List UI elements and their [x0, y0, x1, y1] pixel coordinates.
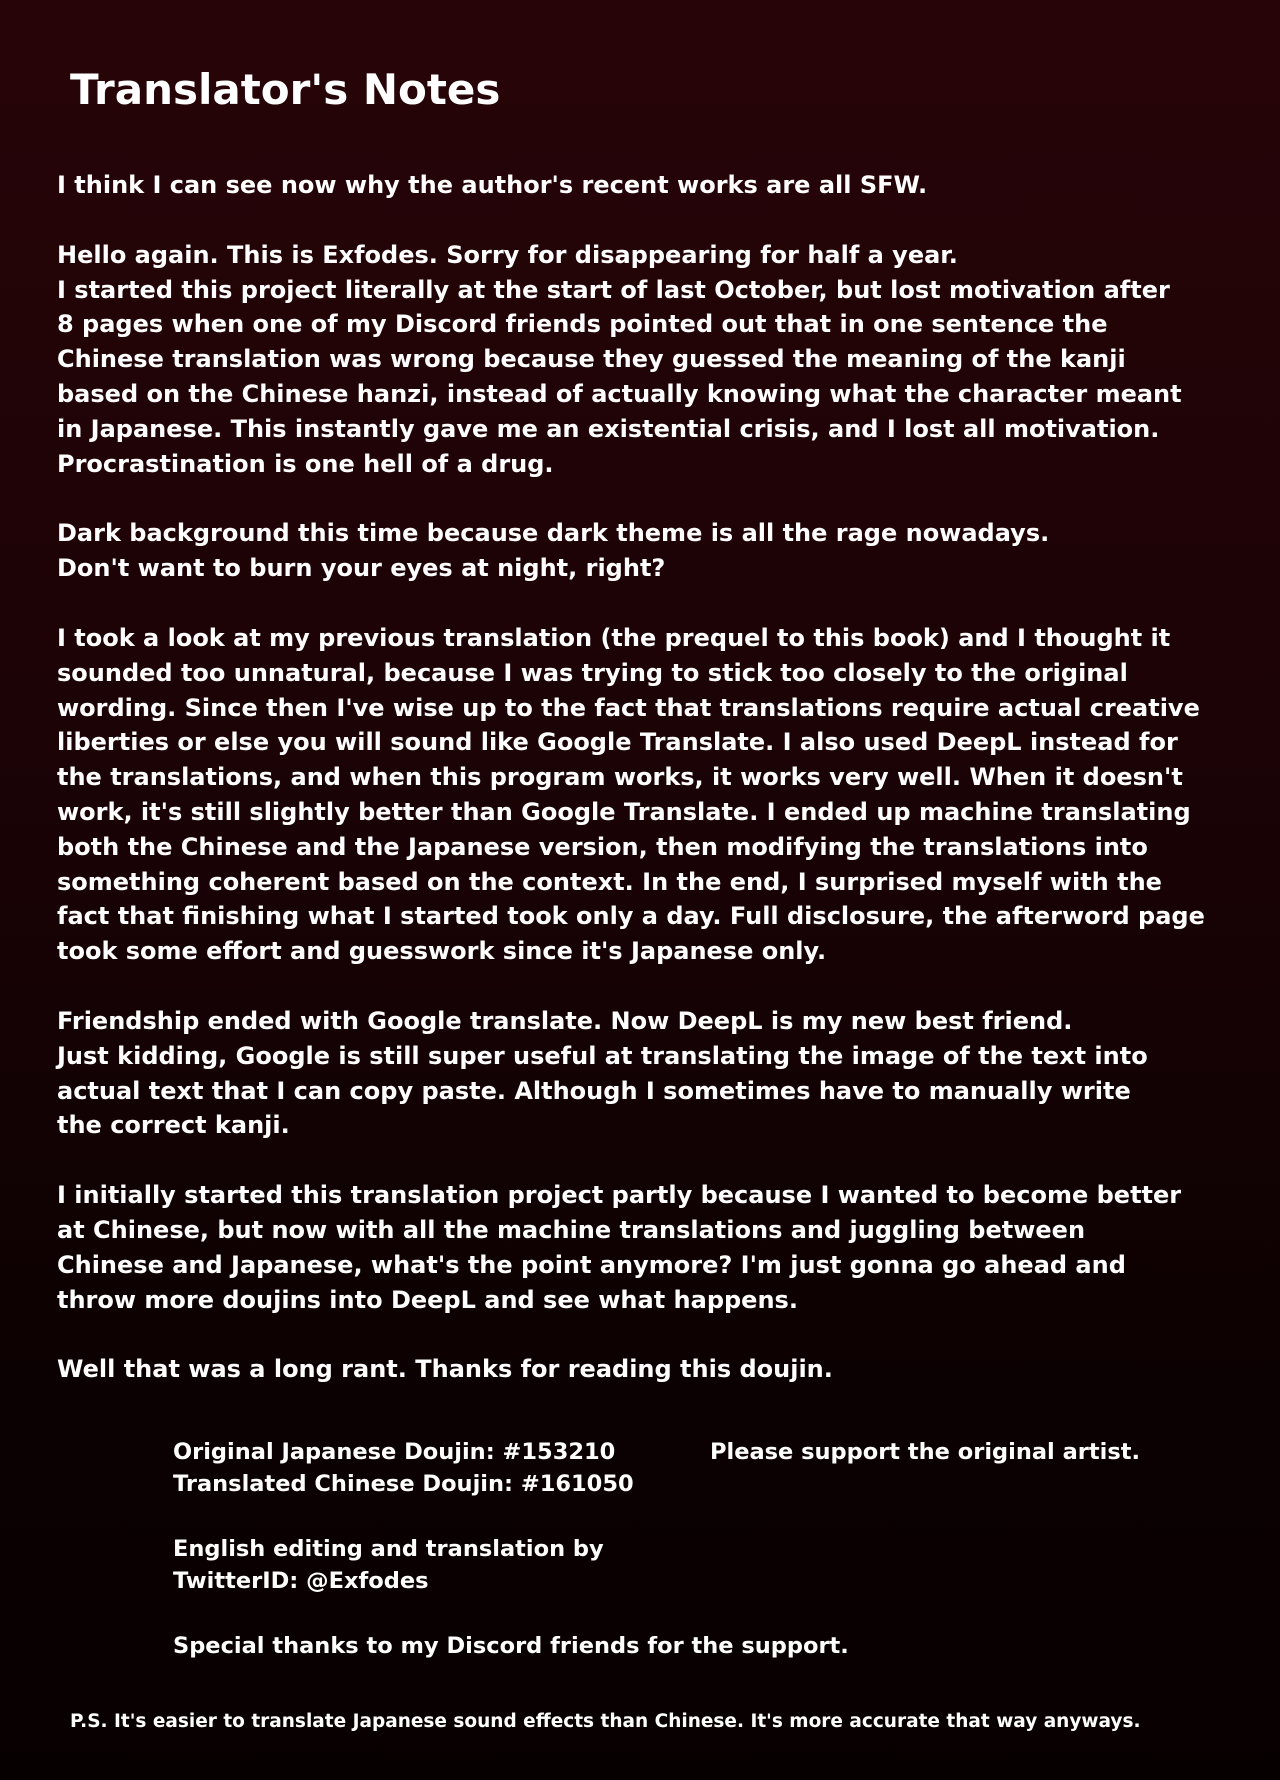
page-title: Translator's Notes	[70, 65, 501, 114]
translator-credit	[173, 1533, 1233, 1597]
paragraph-line: Chinese and Japanese, what's the point anymore? I'm just gonna go ahead and	[57, 1250, 1126, 1279]
paragraph-line: the correct kanji.	[57, 1111, 290, 1140]
notes-body	[57, 168, 1247, 1422]
paragraph-line: fact that finishing what I started took only a day. Full disclosure, the afterword page	[57, 902, 1205, 931]
special-thanks-block	[173, 1630, 1233, 1662]
paragraph-line: sounded too unnatural, because I was trying to stick too closely to the original	[57, 658, 1128, 687]
paragraph-line: throw more doujins into DeepL and see what happens.	[57, 1285, 798, 1314]
support-artist-note: Please support the original artist.	[710, 1439, 1141, 1465]
paragraph-line: Procrastination is one hell of a drug.	[57, 449, 554, 478]
paragraph-initially-started	[57, 1178, 1247, 1317]
paragraph-line: Well that was a long rant. Thanks for reading this doujin.	[57, 1355, 833, 1384]
credits-section	[173, 1436, 1233, 1695]
paragraph-line: Just kidding, Google is still super useful at translating the image of the text into	[57, 1041, 1148, 1070]
paragraph-line: Dark background this time because dark theme is all the rage nowadays.	[57, 519, 1050, 548]
paragraph-line: in Japanese. This instantly gave me an existential crisis, and I lost all motivation.	[57, 414, 1160, 443]
paragraph-line: 8 pages when one of my Discord friends pointed out that in one sentence the	[57, 310, 1108, 339]
paragraph-line: the translations, and when this program works, it works very well. When it doesn't	[57, 763, 1183, 792]
translated-doujin-id: Translated Chinese Doujin: #161050	[173, 1471, 634, 1497]
paragraph-line: work, it's still slightly better than Google Translate. I ended up machine translating	[57, 797, 1191, 826]
paragraph-dark-background	[57, 516, 1247, 586]
paragraph-line: Don't want to burn your eyes at night, right?	[57, 554, 666, 583]
paragraph-line: I initially started this translation project partly because I wanted to become better	[57, 1181, 1182, 1210]
twitter-id: TwitterID: @Exfodes	[173, 1568, 429, 1594]
paragraph-line: took some effort and guesswork since it's Japanese only.	[57, 937, 827, 966]
original-doujin-id: Original Japanese Doujin: #153210	[173, 1439, 616, 1465]
paragraph-long-rant	[57, 1352, 1247, 1387]
paragraph-line: Friendship ended with Google translate. Now DeepL is my new best friend.	[57, 1006, 1073, 1035]
paragraph-hello-again	[57, 238, 1247, 482]
paragraph-line: Hello again. This is Exfodes. Sorry for disappearing for half a year.	[57, 240, 958, 269]
postscript-note: P.S. It's easier to translate Japanese sound effects than Chinese. It's more accurate that way anyways.	[70, 1711, 1141, 1732]
paragraph-previous-translation	[57, 621, 1247, 969]
paragraph-friendship-ended	[57, 1004, 1247, 1143]
paragraph-line: wording. Since then I've wise up to the fact that translations require actual creative	[57, 693, 1200, 722]
paragraph-line: I started this project literally at the start of last October, but lost motivation after	[57, 275, 1170, 304]
paragraph-line: liberties or else you will sound like Google Translate. I also used DeepL instead for	[57, 728, 1178, 757]
paragraph-sfw	[57, 168, 1247, 203]
special-thanks: Special thanks to my Discord friends for the support.	[173, 1633, 849, 1659]
paragraph-line: I think I can see now why the author's recent works are all SFW.	[57, 171, 928, 199]
paragraph-line: based on the Chinese hanzi, instead of actually knowing what the character meant	[57, 379, 1182, 408]
paragraph-line: at Chinese, but now with all the machine translations and juggling between	[57, 1215, 1086, 1244]
paragraph-line: both the Chinese and the Japanese version, then modifying the translations into	[57, 832, 1148, 861]
paragraph-line: something coherent based on the context. In the end, I surprised myself with the	[57, 867, 1162, 896]
paragraph-line: Chinese translation was wrong because they guessed the meaning of the kanji	[57, 345, 1126, 374]
editing-credit-line: English editing and translation by	[173, 1536, 604, 1562]
paragraph-line: I took a look at my previous translation (the prequel to this book) and I thought it	[57, 623, 1171, 652]
paragraph-line: actual text that I can copy paste. Although I sometimes have to manually write	[57, 1076, 1131, 1105]
